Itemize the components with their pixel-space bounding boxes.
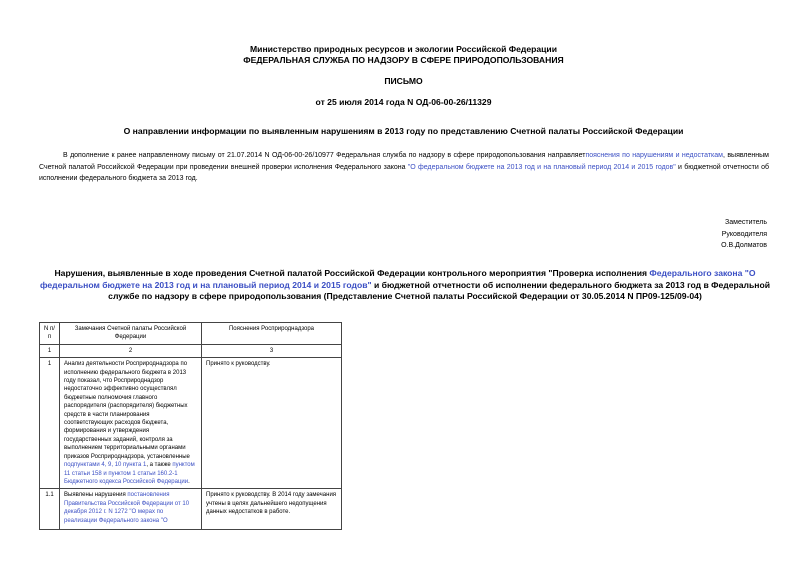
row-remark <box>60 489 202 530</box>
remark-link-subpoints[interactable]: подпунктами 4, 9, 10 пункта 1 <box>64 462 147 469</box>
table-row <box>40 358 342 489</box>
signature-position: Заместитель <box>725 219 767 226</box>
row-number: 1 <box>40 358 60 489</box>
remark-text: Анализ деятельности Росприроднадзора по исполнению федерального бюджета в 2013 году показал, что Росприроднадзор недостаточно эффективно осуществлял бюджетные полномочия главного распорядителя (распорядителя) бюджетных средств в части планирования соответствующих расходов бюджета, формирования и утверждения государственных заданий, контроля за выполнением территориальными органами приказов Росприроднадзора, установленные <box>64 361 190 460</box>
table-header-row <box>40 323 342 345</box>
explanations-link[interactable]: пояснения по нарушениям и недостаткам <box>585 152 723 159</box>
table-column-numbers-row <box>40 344 342 357</box>
intro-text-3: и бюджетной отчетности об исполнении федерального бюджета за 2013 год. <box>39 163 769 182</box>
remark-link-decree[interactable]: постановления Правительства Российской Федерации от 10 декабря 2012 г. N 1272 "О мерах по реализации Федерального закона "О <box>64 492 190 524</box>
column-header-remarks: Замечания Счетной палаты Российской Федерации <box>60 323 202 345</box>
column-header-explanations: Пояснения Росприроднадзора <box>202 323 342 345</box>
row-number: 1.1 <box>40 489 60 530</box>
row-explanation: Принято к руководству. В 2014 году замечания учтены в целях дальнейшего недопущения данных недостатков в работе. <box>202 489 342 530</box>
intro-text-2: , выявленным Счетной палатой Российской Федерации при проведении внешней проверки исполнения Федерального закона <box>39 152 769 171</box>
signature-position-2: Руководителя <box>721 231 767 238</box>
document-subject: О направлении информации по выявленным нарушениям в 2013 году по представлению Счетной палаты Российской Федерации <box>123 126 684 136</box>
document-type: ПИСЬМО <box>384 76 423 86</box>
document-date: от 25 июля 2014 года N ОД-06-00-26/11329 <box>315 97 492 107</box>
column-number-2: 2 <box>60 344 202 357</box>
column-header-number: N п/п <box>40 323 60 345</box>
column-number-3: 3 <box>202 344 342 357</box>
signature-name: О.В.Долматов <box>721 242 767 249</box>
remark-link-budget-code[interactable]: пунктом 11 статьи 158 и пунктом 1 статьи 160.2-1 Бюджетного кодекса Российской Федерации <box>64 462 195 485</box>
column-number-1: 1 <box>40 344 60 357</box>
section-title-text-2: и бюджетной отчетности об исполнении федерального бюджета за 2013 год в Федеральной службе по надзору в сфере природопользования (Представление Счетной палаты Российской Федерации от 30.05.2014 N ПР09-125/09-04) <box>108 279 771 301</box>
ministry-name: Министерство природных ресурсов и экологии Российской Федерации <box>250 44 557 54</box>
row-remark <box>60 358 202 489</box>
violations-table <box>39 322 342 530</box>
remark-text-end: . <box>188 478 190 485</box>
row-explanation: Принято к руководству. <box>202 358 342 489</box>
section-title-text-1: Нарушения, выявленные в ходе проведения Счетной палатой Российской Федерации контрольного мероприятия "Проверка исполнения <box>54 268 650 278</box>
section-law-link[interactable]: Федерального закона "О федеральном бюджете на 2013 год и на плановый период 2014 и 2015 годов" <box>39 268 756 290</box>
intro-text-1: В дополнение к ранее направленному письму от 21.07.2014 N ОД-06-00-26/10977 Федеральная служба по надзору в сфере природопользования направляет <box>63 152 586 159</box>
remark-text-mid: , а также <box>146 462 173 469</box>
intro-paragraph <box>39 150 769 185</box>
section-title <box>30 268 780 303</box>
remark-text: Выявлены нарушения <box>64 492 128 499</box>
budget-law-link[interactable]: "О федеральном бюджете на 2013 год и на плановый период 2014 и 2015 годов" <box>407 163 676 171</box>
service-name: ФЕДЕРАЛЬНАЯ СЛУЖБА ПО НАДЗОРУ В СФЕРЕ ПРИРОДОПОЛЬЗОВАНИЯ <box>243 55 564 65</box>
table-row <box>40 489 342 530</box>
